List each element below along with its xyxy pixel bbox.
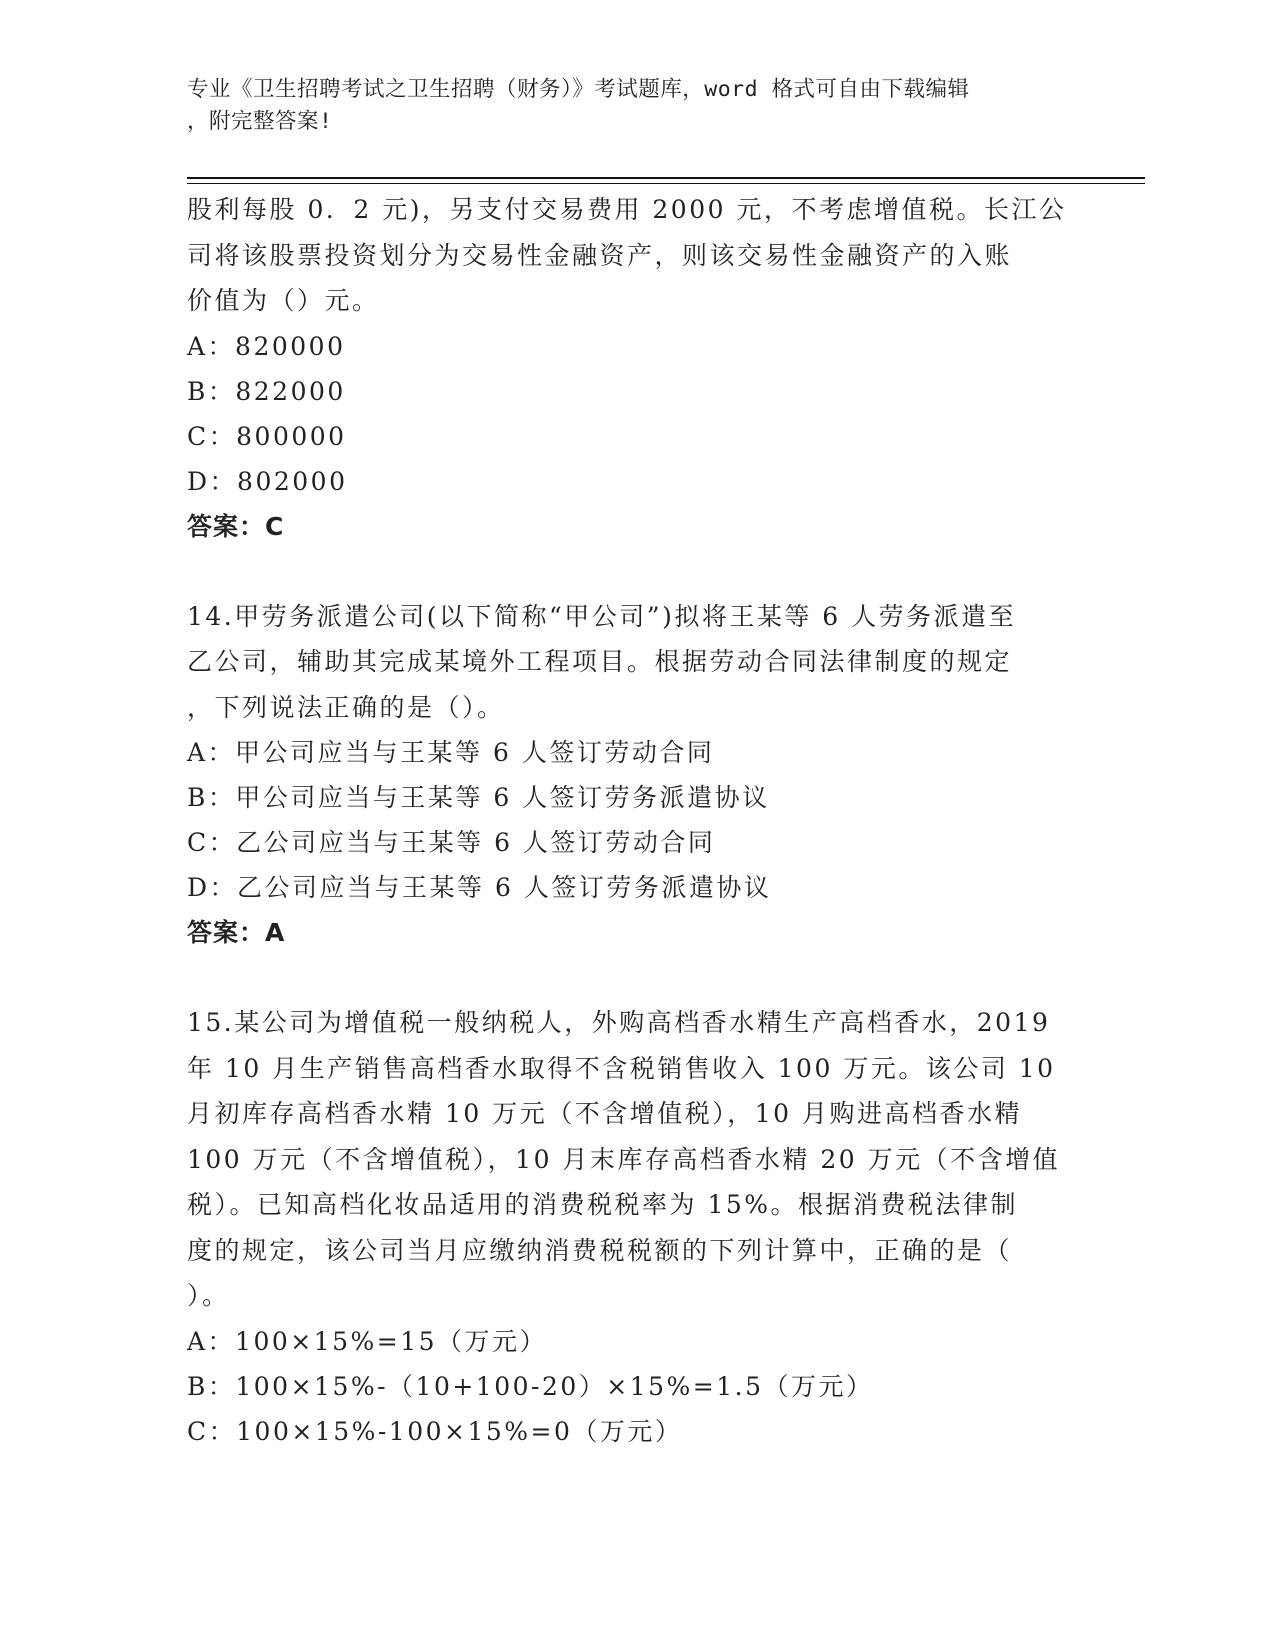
question-text-line: 100 万元（不含增值税），10 月末库存高档香水精 20 万元（不含增值 xyxy=(187,1144,1061,1174)
header-line-1: 专业《卫生招聘考试之卫生招聘（财务）》考试题库，word 格式可自由下载编辑 xyxy=(187,77,970,102)
question-text-line: 税）。已知高档化妆品适用的消费税税率为 15%。根据消费税法律制 xyxy=(187,1190,1019,1219)
option-b: B：822000 xyxy=(187,376,346,406)
question-text-line: 司将该股票投资划分为交易性金融资产，则该交易性金融资产的入账 xyxy=(187,240,1013,270)
question-text-line: 股利每股 0．2 元)，另支付交易费用 2000 元，不考虑增值税。长江公 xyxy=(187,195,1067,224)
header-rule-thick xyxy=(187,177,1145,179)
option-a: A：100×15%=15（万元） xyxy=(187,1326,548,1356)
option-d: D：802000 xyxy=(187,466,348,496)
question-text-line: 年 10 月生产销售高档香水取得不含税销售收入 100 万元。该公司 10 xyxy=(187,1053,1056,1083)
option-b: B：甲公司应当与王某等 6 人签订劳务派遣协议 xyxy=(187,783,770,812)
option-a: A：820000 xyxy=(187,331,346,361)
question-text-line: 价值为（）元。 xyxy=(187,286,380,315)
question-text-line: ，下列说法正确的是（）。 xyxy=(187,692,505,722)
question-text-line: 月初库存高档香水精 10 万元（不含增值税），10 月购进高档香水精 xyxy=(187,1099,1022,1128)
question-text-line: 15.某公司为增值税一般纳税人，外购高档香水精生产高档香水，2019 xyxy=(187,1008,1051,1037)
question-text-line: 14.甲劳务派遣公司(以下简称“甲公司”)拟将王某等 6 人劳务派遣至 xyxy=(187,601,1017,631)
option-c: C：乙公司应当与王某等 6 人签订劳动合同 xyxy=(187,828,716,857)
option-c: C：100×15%-100×15%=0（万元） xyxy=(187,1416,683,1446)
spacer xyxy=(187,955,1067,1000)
question-14 xyxy=(187,594,1067,956)
document-content xyxy=(187,187,1067,1454)
question-15 xyxy=(187,1000,1067,1454)
header-line-2: ，附完整答案! xyxy=(187,109,333,134)
question-text-line: ）。 xyxy=(187,1281,230,1310)
option-b: B：100×15%-（10+100-20）×15%=1.5（万元） xyxy=(187,1371,874,1401)
option-c: C：800000 xyxy=(187,421,347,451)
option-a: A：甲公司应当与王某等 6 人签订劳动合同 xyxy=(187,738,715,767)
question-text-line: 乙公司，辅助其完成某境外工程项目。根据劳动合同法律制度的规定 xyxy=(187,647,1013,676)
spacer xyxy=(187,549,1067,594)
question-13 xyxy=(187,187,1067,549)
header-rule-thin xyxy=(187,183,1145,184)
option-d: D：乙公司应当与王某等 6 人签订劳务派遣协议 xyxy=(187,873,772,902)
page-header xyxy=(187,74,1067,138)
question-text-line: 度的规定，该公司当月应缴纳消费税税额的下列计算中，正确的是（ xyxy=(187,1235,1013,1265)
answer-label: 答案：A xyxy=(187,918,286,947)
answer-label: 答案：C xyxy=(187,511,285,541)
